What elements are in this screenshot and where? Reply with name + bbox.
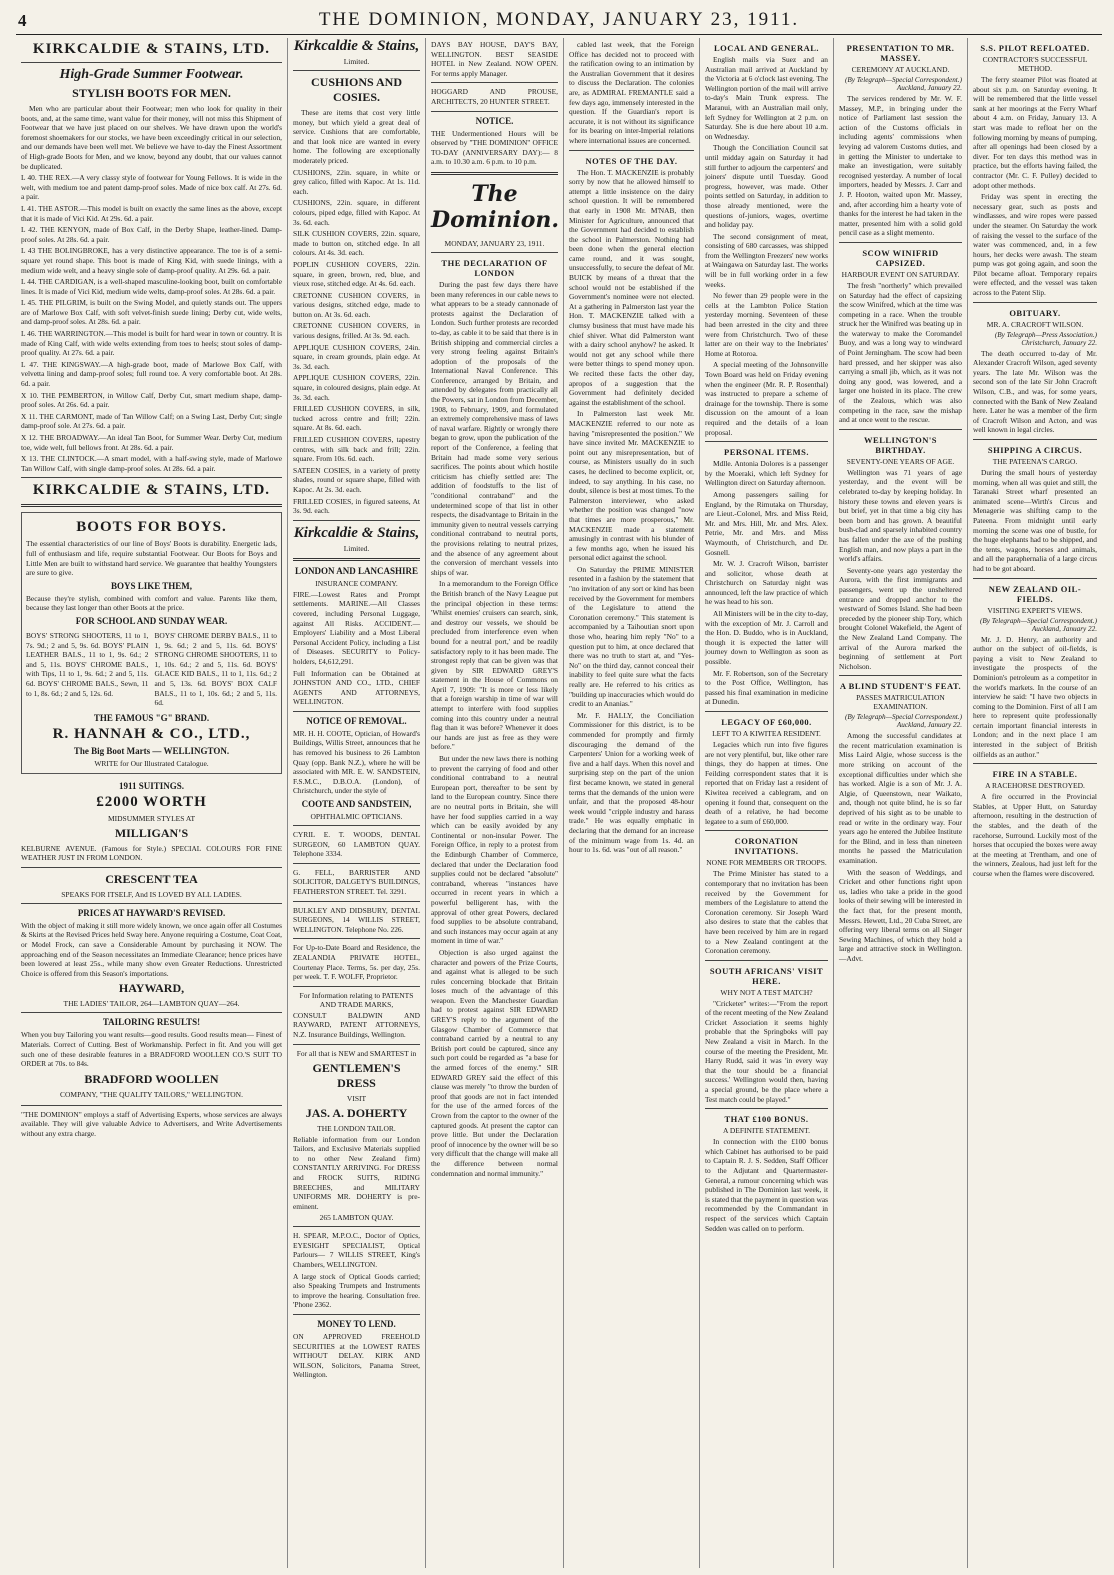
doherty-visit: VISIT [346,1093,367,1103]
cushion-item: CUSHIONS, 22in. square, in white or grey calico, filled with Kapoc. At 1s. 11d. each. [293,167,420,196]
birthday-subhead: SEVENTY-ONE YEARS OF AGE. [846,456,955,466]
suitings-amount: £2000 WORTH [96,793,207,810]
column-2 [288,38,426,1568]
notes-paragraph: The Hon. T. MACKENZIE is probably sorry by now that he allowed himself to attempt a little insistence on the dairy school question. It will be remembered that early in 1908 Mr. M'NAB, then Minister for Agriculture, announced that the Government had decided to establish the school in Palmerston. Nothing had been done when the general election came round, and it was sought, unsuccessfully, to secure the defeat of Mr. BUICK by means of a threat that the school would not be established if the Government's nominee were not elected. At a gathering in Palmerston last year the Hon. T. MACKENZIE talked with a clumsy business that must have made his chief shiver. What did Palmerston want with a dairy school anyhow? he asked. It would not get any school while there were better things to spend money upon. We recited these facts the other day, apropos of a suggestion that the Government had definitely decided against the establishment of the school. [569,167,694,407]
paper-date: MONDAY, JANUARY 23, 1911. [444,238,545,248]
pilot-text-2: Friday was spent in erecting the necessary gear, such as posts and windlasses, and wire ropes were passed under the steamer. On Saturday the work of raising the vessel to the surface of the water was commenced, and, in a few hours, her decks were awash. The steam pump was got going again, and soon the Pilot became afloat. Temporary repairs were effected, and the vessel was taken across to the Patent Slip. [973,192,1097,298]
boot-item: X 11. THE CARMONT, made of Tan Willow Calf; on a Swing Last, Derby Cut; single damp-proof sole. At 27s. 6d. a pair. [21,411,282,431]
scow-headline: SCOW WINIFRID CAPSIZED. [862,247,939,268]
massey-text: The services rendered by Mr. W. F. Massey, M.P., in bringing under the notice of Parliament last session the action of the Customs officials in including agents' commissions when levying ad valorem Customs duties, and in getting the Minister to undertake to make an investigation, were suitably recognised yesterday. A number of local importers, headed by Messrs. J. Carr and J. P. Hooton, waited upon Mr. Massey, and, after according him a hearty vote of thanks for the interest he had taken in the matter, presented him with a solid gold pencil case as a slight memento. [839,94,962,238]
circus-text: During the small hours of yesterday morning, when all was quiet and still, the Taranaki Street wharf presented an animated scene—Wirth's Circus and Menagerie was shifting camp to the Pateena. From midnight until early morning the scene was one of bustle, for the huge elephants had to be shipped, and the tents, wagons, horses and animals, and all the paraphernalia of a large circus had to be got aboard. [973,468,1097,573]
editorial-headline: THE DECLARATION OF LONDON [441,257,548,278]
boot-item: X 12. THE BROADWAY.—An ideal Tan Boot, for Summer Wear. Derby Cut, medium toe, wide welt, full bellows front. At 28s. 6d. a pair. [21,433,282,452]
doherty-heading: For all that is NEW and SMARTEST in [296,1048,417,1058]
boot-item: L 47. THE KINGSWAY.—A high-grade boot, made of Marlowe Box Calf, with velvetta lining and damp-proof soles; full round toe. A very comfortable boot. At 28s. 6d. a pair. [21,359,282,389]
scow-subhead: HARBOUR EVENT ON SATURDAY. [841,269,960,279]
money-text: ON APPROVED FREEHOLD SECURITIES at the LOWEST RATES WITHOUT DELAY. KIRK AND WILSON, Solicitors, Panama Street, Wellington. [293,1332,420,1380]
fire-headline: FIRE IN A STABLE. [992,769,1078,780]
coronation-text: The Prime Minister has stated to a contemporary that no invitation has been received by the Government for members of the Legislature to attend the Coronation ceremony. Sir Joseph Ward also desires to state that the cables that have been received by him are in regard to a New Zealand contingent at the Coronation ceremony. [705,869,828,956]
bonus-subhead: A DEFINITE STATEMENT. [723,1126,810,1136]
massey-subhead: CEREMONY AT AUCKLAND. [851,65,950,74]
hannah-sub: The Big Boot Marts — WELLINGTON. [73,745,230,756]
doherty-sub: THE LONDON TAILOR. [317,1123,396,1133]
cushion-item: SILK CUSHION COVERS, 22in. square, made to button on, stitched edge. In all colours. At 4s. 3d. each. [293,229,420,258]
patents-heading: For Information relating to PATENTS AND TRADE MARKS, [299,990,414,1009]
newspaper-title: THE DOMINION, MONDAY, JANUARY 23, 1911. [318,9,800,30]
hayward-sub: THE LADIES' TAILOR, 264—LAMBTON QUAY—264. [63,999,240,1009]
birthday-headline: WELLINGTON'S BIRTHDAY. [864,434,937,455]
london-lancashire-text: FIRE.—Lowest Rates and Prompt settlements. MARINE.—All Classes covered, including Personal Luggage, against All Risks. ACCIDENT.—Employers' Liability and a Most Liberal Personal Accident Policy, including a List of Diseases. SECURITY to Policy-holders, £4,612,291. [293,589,420,666]
kirkcaldie-banner-cushions: Kirkcaldie & Stains, [293,38,420,54]
cushion-item: CRETONNE CUSHION COVERS, in various designs, frilled. At 3s. 9d. each. [293,321,420,341]
blind-student-text: Among the successful candidates at the recent matriculation examination is Miss Laird Algie, whose success is the more striking on account of the exceptional difficulties under which she has worked. Algie is a son of Mr. J. A. Algie, of Queenstown, near Waikato, and, though not quite blind, he is so far deprived of his sight as to be unable to read or write in the ordinary way. Four years ago he entered the Jubilee Institute for the Blind, and in less than nineteen months he passed the Matriculation examination. [839,731,962,865]
hayward-name: HAYWARD, [118,981,185,996]
editorial-paragraph: But under the new laws there is nothing to prevent the carrying of food and other conditional contraband to a neutral European port, thereafter to be sent by land to the European country. Since there are no neutral ports in Britain, she will have her food supplies carried in a way which can be easily avoided by any Continental or non-insular Power. The Foreign Office, in reply to a protest from the Edinburgh Chamber of Commerce, declared that under the Declaration food supplies could not be declared "absolute" contraband, whereas "instances have occurred in recent years in which a powerful belligerent has, with the approval of other great Powers, declared food supplies to be absolute contraband, and such instances may occur again at any moment in time of war." [431,754,558,946]
boots-intro: Men who are particular about their Footwear; men who look for quality in their boots, and, at the same time, want value for their money, will not miss this Shipment of Footwear that we have just placed on our shelves. We have drawn upon the world's foremost shoemakers for our stocks, we have been exceedingly critical in our selection, and our demands have been well met. We believe we have to-day the Finest Assortment of High-grade Boots for Men, and we know, beyond any doubt, that our values cannot be duplicated. [21,104,282,171]
bulkley-ad: BULKLEY AND DIDSBURY, DENTAL SURGEONS, 14 WILLIS STREET, WELLINGTON. Telephone No. 226. [293,905,420,934]
london-lancashire-sub: INSURANCE COMPANY. [315,578,398,588]
personal-paragraph: Mr. W. J. Cracroft Wilson, barrister and solicitor, whose death at Christchurch on Saturday night was announced, left the law practice of which he was head to his son. [705,559,828,607]
legacy-headline: LEGACY OF £60,000. [721,717,812,727]
personal-paragraph: All Ministers will be in the city to-day, with the exception of Mr. J. Carroll and the Hon. D. Buddo, who is in Auckland, though it is expected the latter will journey down to Wellington as soon as possible. [705,609,828,667]
crescent-tea-heading: CRESCENT TEA [105,871,198,886]
kirkcaldie-limited: Limited. [343,57,370,66]
notes-of-the-day-headline: NOTES OF THE DAY. [585,155,678,166]
summer-footwear-heading: High-Grade Summer Footwear. [59,67,244,82]
stylish-boots-heading: STYLISH BOOTS FOR MEN. [72,86,231,100]
bradford-text: When you buy Tailoring you want results—good results. Good results mean— Finest of Materials. Correct of Cutting. Best of Workmanship. Perfect in fit. And you will get such one of these desirable features in a BRADFORD WOOLLEN CO.'S SUIT TO ORDER at 70s. to 84s. [21,1030,282,1069]
masthead [16,8,1102,35]
boots-for-boys-heading: BOOTS FOR BOYS. [76,519,227,536]
boot-item: L 45. THE PILGRIM, is built on the Swing Model, and quietly stands out. The uppers are of Marlowe Box Calf, with soft velvet-finish suede lining; Derby cut, wide welts, and damp-proof soles. At 28s. 6d. a pair. [21,298,282,327]
coote-sandstein: COOTE AND SANDSTEIN, [301,799,412,810]
editorial-paragraph: Objection is also urged against the character and powers of the Prize Courts, and against what is alleged to be such rules concerning blockade that Britain loses much of the advantage of this weapon. Even the Manchester Guardian had to protest against SIR EDWARD GREY'S reply to the argument of the Glasgow Chamber of Commerce that contraband carried by a neutral to any British port could be captured, since any such port could be regarded as "a base for the armed forces of the enemy." SIR EDWARD GREY said the effect of this clause was merely "to throw the burden of proof that goods are not in fact intended for the use of the armed forces of the Crown from the captor to the owner of the captured goods. At present the captor can prove little. But under the Declaration proof of innocence by the owner will be so very difficult that the change will make all the difference between normal condemnation and normal immunity." [431,947,558,1178]
pilot-headline: S.S. PILOT REFLOATED. [980,43,1090,53]
hannah-boys-ad [21,512,282,773]
pilot-text: The ferry steamer Pilot was floated at about six p.m. on Saturday evening. It will be remembered that the little vessel sank at her moorings at the Ferry Wharf about 4 a.m. on Friday, January 13. A start was made to refloat her on the following morning by means of pumping, after all openings had been closed by a diver. For ten days this method was in practice, but the efforts having failed, the contractor (Mr. C. F. Pulley) decided to adopt other methods. [973,75,1097,190]
spear-ad: H. SPEAR, M.P.O.C., Doctor of Optics, EYESIGHT SPECIALIST, Optical Parlours— 7 WILLIS STREET, King's Chambers, WELLINGTON. [293,1231,420,1270]
removal-text: MR. H. H. COOTE, Optician, of Howard's Buildings, Willis Street, announces that he has removed his business to 26 Lambton Quay (opp. Bank N.Z.), where he will be associated with MR. E. W. SANDSTEIN, F.S.M.C., D.B.O.A. (London), of Christchurch, under the style of [293,728,420,796]
boys-text: The essential characteristics of our line of Boys' Boots is durability. Energetic lads, full of enthusiasm and life, require substantial Footwear. Our Boots for Boys and Little Men are built to withstand hard service. We guarantee that healthy Youngsters are sure to give. [26,539,277,578]
boys-prices-left: BOYS' STRONG SHOOTERS, 11 to 1, 7s. 9d.; 2 and 5, 9s. 6d. BOYS' PLAIN LEATHER BALS., 11 to 1, 9s. 6d.; 2 and 5, 11s. BOYS' CHROME BALS., with Tips, 11 to 1, 9s. 6d.; 2 and 5, 11s. 6d. BOYS' CHROME BALS., Sewn, 11 to 1, 8s. 6d.; 2 and 5, 12s. 6d. [26,630,149,698]
cushion-item: POPLIN CUSHION COVERS, 22in. square, in green, brown, red, blue, and vieux rose, stitched edge. At 4s. 6d. each. [293,259,420,289]
column-6 [834,38,968,1568]
cushion-item: CRETONNE CUSHION COVERS, in various designs, stitched edge, made to button on. At 3s. 6d. each. [293,290,420,319]
column-5 [700,38,834,1568]
boot-item: L 42. THE KENYON, made of Box Calf, in the Derby Shape, leather-lined. Damp-proof soles. At 28s. 6d. a pair. [21,225,282,244]
personal-paragraph: Mr. F. Robertson, son of the Secretary to the Post Office, Wellington, has passed his final examination in medicine at Dunedin. [705,668,828,707]
fell-ad: G. FELL, BARRISTER AND SOLICITOR, DALGETY'S BUILDINGS, FEATHERSTON STREET. Tel. 3291. [293,867,420,896]
pilot-subhead: CONTRACTOR'S SUCCESSFUL METHOD. [982,55,1088,73]
doherty-name: JAS. A. DOHERTY [305,1105,408,1120]
local-paragraph: Though the Conciliation Council sat until midday again on Saturday it had still further to adjourn the carpenters' and joiners' dispute until Tuesday. Good progress, however, was made. Other points settled on Saturday, in addition to those already mentioned, were the questions of-juniors, wages, overtime and holiday pay. [705,143,828,230]
kirkcaldie-banner-2: Kirkcaldie & Stains, [293,524,420,541]
bonus-headline: THAT £100 BONUS. [724,1114,809,1125]
suitings-heading: 1911 SUITINGS. [118,780,185,791]
south-africans-subhead: WHY NOT A TEST MATCH? [720,987,813,997]
hayward-text: With the object of making it still more widely known, we once again offer all Costumes & Skirts at the Revised Prices held Sway here. Anyone requiring a Costume, Coat Coat, or Model Frock, can save a Considerable Amount by purchasing it NOW. The approaching end of the Season necessitates an Immediate Clearance; hence prices have been lowered at least 25s., while many show even Greater Reductions. Unrestricted Choice is offered from this Season's importations. [21,920,282,978]
doherty-text: Reliable information from our London Tailors, and Exclusive Materials supplied to no other New Zealand firm) CONSTANTLY ARRIVING. For DRESS and FROCK SUITS, RIDING BREECHES, and MILITARY UNIFORMS MR. DOHERTY is pre-eminent. [293,1134,420,1211]
boot-item: L 40. THE REX.—A very classy style of footwear for Young Fellows. It is wide in the welt, with medium toe and patent damp-proof soles. Made of nice box calf. At 27s. 6d. a pair. [21,173,282,202]
kirkcaldie-banner-top: KIRKCALDIE & STAINS, LTD. [32,41,271,57]
hannah-name: R. HANNAH & CO., LTD., [52,725,251,742]
column-7 [968,38,1102,1568]
suitings-text: MIDSUMMER STYLES AT [107,813,196,823]
obituary-text: The death occurred to-day of Mr. Alexander Cracroft Wilson, aged seventy years. The late Mr. Wilson was the second son of the late Sir John Cracroft Wilson, C.B., and was, for some years, connected with the Bank of New Zealand here. Later he was a member of the firm of Cracroft Wilson and Acton, and was well known in legal circles. [973,348,1097,435]
blind-student-headline: A BLIND STUDENT'S FEAT. [839,681,962,692]
crescent-tea-text: SPEAKS FOR ITSELF, And IS LOVED BY ALL LADIES. [61,889,242,899]
boot-item: L 44. THE CARDIGAN, is a well-shaped masculine-looking boot, built on comfortable lines. It is made of Vici Kid, medium wide welts, damp-proof soles. At 28s. 6d. a pair. [21,277,282,296]
circus-headline: SHIPPING A CIRCUS. [987,445,1083,455]
coote-sandstein-sub: OPHTHALMIC OPTICIANS. [310,812,403,822]
personal-paragraph: Mdlle. Antonia Dolores is a passenger by the Moeraki, which left Sydney for Wellington direct on Saturday afternoon. [705,459,828,488]
boot-item: X 13. THE CLINTOCK.—A smart model, with a half-swing style, made of Marlowe Tan Willow Calf, with single damp-proof soles. At 28s. 6d. a pair. [21,454,282,473]
boys-prices-right: BOYS' CHROME DERBY BALS., 11 to 1, 9s. 6d.; 2 and 5, 11s. 6d. BOYS' STRONG CHROME SHOOTERS, 11 to 1, 10s. 6d.; 2 and 5, 11s. 6d. BOYS' GLACE KID BALS., 11 to 1, 11s. 6d.; 2 and 5, 13s. 6d. BOYS' BOX CALF BALS., 11 to 1, 10s. 6d.; 2 and 5, 11s. 6d. [154,630,277,708]
sewing-machine-advt: With the season of Weddings, and Cricket and other functions right upon us, ladies who take a pride in the good looks of their sewing will be interested in the fact that, for the present month, Messrs. Hewett, Ltd., 20 Cuba Street, are offering very liberal terms on all Singer Sewing Machines, of which they hold a large and attractive stock in Wellington.—Advt. [839,867,962,963]
local-paragraph: No fewer than 29 people were in the cells at the Lambton Police Station yesterday morning. Seventeen of these had been arrested in the city and three were from Christchurch. Two of these latter are on their way to the Inebriates' Home at Rotoroa. [705,291,828,358]
notes-paragraph: In Palmerston last week Mr. MACKENZIE referred to our note as having "misrepresented the position." We have since invited Mr. MACKENZIE to point out any misrepresentation, but of course, as Ministers usually do in such cases, he declined to become explicit, or, indeed, to say anything. In his case, no doubt, silence is best at most times. To the Palmerston interviewer, who asked whether the position was changed "now that times are more prosperous," Mr. MACKENZIE made a statement amusingly in contrast with his blunder of a few months ago, when he issued his personal edict against the school. [569,409,694,563]
cushion-item: FRILLED CUSHION COVERS, in silk, tucked across centre and frill; 22in. square. At 8s. 6d. each. [293,404,420,433]
doherty-address: 265 LAMBTON QUAY. [319,1213,394,1223]
boot-item: L 41. THE ASTOR.—This model is built on exactly the same lines as the above, except that it is made of Vici Kid. At 29s. 6d. a pair. [21,203,282,223]
oilfields-headline: NEW ZEALAND OIL-FIELDS. [988,583,1082,604]
obituary-dateline: (By Telegraph—Press Association.) Christchurch, January 22. [994,330,1097,347]
massey-dateline: (By Telegraph—Special Correspondent.) Auckland, January 22. [844,76,962,92]
doherty-title: GENTLEMEN'S DRESS [312,1060,401,1090]
boys-like-heading: BOYS LIKE THEM, [110,580,193,591]
local-general-headline: LOCAL AND GENERAL. [713,43,820,53]
cushions-intro: These are items that cost very little money, but which yield a great deal of service. Cushions that are comfortable, and that look nice are wanted in every home. The following are exceptionally moderately priced. [293,108,420,165]
scow-text: The fresh "northerly" which prevailed on Saturday had the effect of capsizing the scow Winifred, which at the time was competing in a race. When the trouble struck her the Winifred was beating up in the waterway to make the Coromandel Buoy, and was a long way to windward of Point Jerningham. The scow had been hard pressed, and her skipper was also carrying a small jib, which, as it was not doing any good, was lowered, and a larger one hoisted in its place. The crew of the Zealous, which was also competing in the race, saw the mishap and at once went to the rescue. [839,280,962,425]
hannah-note: WRITE for Our Illustrated Catalogue. [94,758,209,768]
blind-student-dateline: (By Telegraph—Special Correspondent.) Auckland, January 22. [844,713,962,730]
birthday-text-2: Seventy-one years ago yesterday the Aurora, with the first immigrants and passengers, went up the unsheltered entrance and dropped anchor to the westward of Somes Island. She had been preceded by the pioneer ship Tory, which brought Colonel Wakefield, the Agent of the New Zealand Land Company. The arrival of the Aurora marked the beginning of settlement at Port Nicholson. [839,565,962,671]
woods-ad: CYRIL E. T. WOODS, DENTAL SURGEON, 60 LAMBTON QUAY. Telephone 3334. [293,830,420,859]
spear-text: A large stock of Optical Goods carried; also Speaking Trumpets and Instruments to improve the hearing. Consultation free. 'Phone 2362. [293,1271,420,1310]
cushion-item: FRILLED COSIES, in figured sateens, At 3s. 9d. each. [293,496,420,516]
personal-paragraph: Among passengers sailing for England, by the Rimutaka on Thursday, are Lieut.-Colonel, Mrs. and Miss Reid, Mr. and Mrs. Hill, Mr. and Mrs. Alex. Petrie, Mr. and Mrs. and Miss Waymouth, of Christchurch, and Dr. Gosnell. [705,489,828,557]
money-heading: MONEY TO LEND. [317,1319,396,1330]
birthday-text: Wellington was 71 years of age yesterday, and the event will be celebrated to-day by keeping holiday. In history these towns and eleven years is but brief, yet in that time a big city has been born and has grown. A beautiful bush-clad and sparsely inhabited country has fallen under the axe of the pushing English man, and now plays a part in the world's affairs. [839,467,962,564]
patents-text: CONSULT BALDWIN AND RAYWARD, PATENT ATTORNEYS, N.Z. Insurance Buildings, Wellington. [293,1010,420,1039]
fire-subhead: A RACEHORSE DESTROYED. [985,781,1085,791]
cushion-item: CUSHIONS, 22in. square, in different colours, piped edge, filled with Kapoc. At 3s. 6d. each. [293,198,420,227]
obituary-headline: OBITUARY. [1009,307,1061,318]
south-africans-headline: SOUTH AFRICANS' VISIT HERE. [709,965,824,986]
circus-subhead: THE PATEENA'S CARGO. [992,457,1078,466]
oilfields-dateline: (By Telegraph—Special Correspondent.) Auckland, January 22. [979,616,1097,633]
school-wear-heading: FOR SCHOOL AND SUNDAY WEAR. [75,615,228,626]
legacy-subhead: LEFT TO A KIWITEA RESIDENT. [712,729,821,738]
local-paragraph: English mails via Suez and an Australian mail arrived at Auckland by the Victoria at 6 o'clock last evening. The Wellington portion of the mail will arrive to-day's Main Trunk express. The Maranui, with an Australian mail only, left Sydney for Wellington at 2 p.m. on Saturday. She is due here about 10 a.m. on Wednesday. [705,55,828,141]
obituary-subhead: MR. A. CRACROFT WILSON. [986,319,1084,329]
legacy-text: Legacies which run into five figures are not very plentiful, but, like other rare things, they do happen at times. One Feilding correspondent states that it is reported that on Friday last a resident of Kiwitea received a cablegram, and on opening it found that, consequent on the death of a relative, he had become legatee to a sum of £60,000. [705,740,828,826]
boot-item: L 46. THE WARRINGTON.—This model is built for hard wear in town or country. It is made of King Calf, with wide welts extending from toes to heels; stout soles of damp-proof quality. At 27s. 6d. a pair. [21,329,282,358]
cushion-item: APPLIQUE CUSHION COVERS, 24in. square, in cream grounds, plain edge. At 3s. 3d. each. [293,342,420,371]
bradford-sub: COMPANY, "THE QUALITY TAILORS," WELLINGTON. [60,1089,243,1099]
column-3 [426,38,564,1568]
milligan-address: KELBURNE AVENUE. (Famous for Style.) SPECIAL COLOURS FOR FINE WEATHER JUST IN FROM LONDON. [21,843,282,863]
famous-brand: THE FAMOUS "G" BRAND. [93,712,210,723]
personal-items-headline: PERSONAL ITEMS. [724,447,809,458]
london-lancashire-info: Full Information can be Obtained at JOHNSTON AND CO., LTD., CHIEF AGENTS AND ATTORNEYS, WELLINGTON. [293,668,420,707]
hayward-heading: PRICES AT HAYWARD'S REVISED. [77,907,226,918]
boot-item: X 10. THE PEMBERTON, in Willow Calf, Derby Cut, smart medium shape, damp-proof soles. At 26s. 6d. a pair. [21,390,282,410]
bonus-text: In connection with the £100 bonus which Cabinet has authorised to be paid to Captain R. J. S. Sedden, Staff Officer to the Adjutant and Quartermaster-General, a rumour concerning which was published in The Dominion last week, it is stated that the payment in question was recommended by the Commandant in respect of the services which Captain Sedden was called on to perform. [705,1137,828,1233]
column-1 [16,38,288,1568]
boys-like-text: Because they're stylish, combined with comfort and value. Parents like them, because they last longer than other Boots at the price. [26,593,277,613]
cushion-item: SATEEN COSIES, in a variety of pretty shades, round or square shape, filled with Kapoc. At 2s. 3d. each. [293,465,420,494]
cushion-item: APPLIQUE CUSHION COVERS, 22in. square, in coloured designs, plain edge. At 3s. 3d. each. [293,373,420,402]
column-4 [564,38,700,1568]
local-paragraph: The second consignment of meat, consisting of 680 carcasses, was shipped from the Wellington Freezers' new works at Waingawa on Saturday last. The works will be in full working order in a few weeks. [705,231,828,289]
coronation-subhead: NONE FOR MEMBERS OR TROOPS. [706,858,827,868]
hoggard-ad: HOGGARD AND PROUSE, ARCHITECTS, 20 HUNTER STREET. [431,87,558,106]
removal-heading: NOTICE OF REMOVAL. [306,715,407,726]
blind-student-subhead: PASSES MATRICULATION EXAMINATION. [856,693,945,712]
fire-text: A fire occurred in the Provincial Stables, at Upper Hutt, on Saturday afternoon, resulting in the destruction of the stables, and the death of the racehorse, Surround. Luckily most of the horses that occupied the boxes were away at the meeting at Trentham, and one of the winners, Zealous, had just left for the course when the flames were discovered. [973,792,1097,878]
the-dominion-title: The Dominion. [431,180,560,233]
notes-paragraph: On Saturday the PRIME MINISTER resented in a fashion by the statement that "no invitation of any sort or kind has been received by the Government for members of the Legislature to attend the Coronation ceremony." This statement is accompanied by a Taihoutian snort upon those who, hearing him reply "No" to a question put to him, at once declared that there was no truth to start at, and "Yes-No" on the third day, cannot conceal their inability to feel quite sure what the facts really are. He referred to his critics as "building up inaccuracies which would do credit to an Ananias." [569,564,694,709]
page-number: 4 [18,11,27,30]
editorial-paragraph: In a memorandum to the Foreign Office the British branch of the Navy League put the principal objection in these terms: 'Whilst enemies' cruisers can search, sink, and destroy our vessels, we should be precluded from interference even when bound for a neutral port,' and be readily satisfactory reply to it has been made. The strongest reply that can be given was that given by SIR EDWARD GREY'S statement in the House of Commons on April 7, 1909: "It is more or less likely that a foreign warship in time of war will attempt to interfere with food supplies coming into this country under a neutral flag than it was before? Whenever it does our hands are just as free as they were before." [431,579,558,752]
milligan-name: MILLIGAN'S [114,825,189,840]
notice-heading: NOTICE. [475,115,514,126]
bradford-name: BRADFORD WOOLLEN [84,1071,219,1086]
massey-headline: PRESENTATION TO MR. MASSEY. [846,43,955,63]
cushions-heading: CUSHIONS AND COSIES. [310,75,403,104]
coronation-headline: CORONATION INVITATIONS. [734,836,799,857]
kirkcaldie-banner-bottom: KIRKCALDIE & STAINS, LTD. [32,482,271,499]
south-africans-text: "Cricketer" writes:—"From the report of the recent meeting of the New Zealand Cricket Association it seems highly probable that the Springboks will pay New Zealand a visit in March. In the course of the meeting the President, Mr. Harry Rudd, said it was 'in every way that the tour should be a financial success.' Wellington would then, having a special ground, be the place where a Test match could be played." [705,998,828,1104]
columns [16,38,1102,1568]
local-paragraph: A special meeting of the Johnsonville Town Board was held on Friday evening when the engineer (Mr. R. P. Rosenthal) was instructed to prepare a scheme of drainage for the township. There is some discussion on the amount of a loan required and the details of a loan proposal. [705,360,828,437]
dominion-advertising-note: "THE DOMINION" employs a staff of Advertising Experts, whose services are always available. They will give valuable Advice to Advertisers, and Write Advertisements without any extra charge. [21,1109,282,1138]
editorial-paragraph: During the past few days there have been many references in our cable news to what appears to be a steady cannonade of protests against the Declaration of London. Such further protests are recorded to-day, as cable it to be said that there is in British shipping and commercial circles a very strong feeling against Britain's adoption of the proposals of the International Naval Conference. This Conference, arranged by Britain, and attended by delegates from practically all the Powers, sat in London from December, 1908, to February, 1909, and formulated an extremely comprehensive mass of laws of naval warfare. Rightly or wrongly there began to grow, upon the publication of the report of the Conference, a feeling that Britain had made some very serious sacrifices. The points about which hostile criticism has chiefly settled are: The addition of foodstuffs to the list of "conditional contraband" and the undetermined scope of that list in other respects, the disadvantage to Britain in the immunity given to neutral vessels carrying conditional contraband to neutral ports, the provisions relating to neutral prizes, and the absence of any agreement about the conversion of merchant vessels into ships of war. [431,279,558,577]
editorial-continued: cabled last week, that the Foreign Office has decided not to proceed with the ratification owing to an intimation by the Australian Government that it desires to discuss the Declaration. The colonies are, as ADMIRAL FREMANTLE said a few days ago, immensely interested in the question. If the Guardian's report is accurate, it is not without its significance for its bearing on inter-Imperial relations where international issues are concerned. [569,40,694,145]
london-lancashire-heading: LONDON AND LANCASHIRE [294,565,419,576]
boot-item: L 43 THE BOLINGBROKE, has a very distinctive appearance. The toe is of a semi-square yet round shape. This boot is made of King Kid, with suede linings, with a medium wide welt, and a heavy single sole of damp-proof quality. At 29s. 6d. a pair. [21,246,282,275]
zealandia-ad: For Up-to-Date Board and Residence, the ZEALANDIA PRIVATE HOTEL, Courtenay Place. Terms, 5s. per day, 25s. per week. T. F. WOLFF, Proprietor. [293,943,420,982]
notice-text: THE Undermentioned Hours will be observed by "THE DOMINION" OFFICE TO-DAY (ANNIVERSARY DAY):— 8 a.m. to 10.30 a.m. 6 p.m. to 10 p.m. [431,128,558,167]
cushion-item: FRILLED CUSHION COVERS, tapestry centres, with silk back and frill; 22in. square. From 10s. 6d. each. [293,435,420,464]
kirkcaldie-limited-2: Limited. [343,543,370,553]
days-bay-ad: DAYS BAY HOUSE, DAY'S BAY, WELLINGTON. BEST SEASIDE HOTEL in New Zealand. NOW OPEN. For terms apply Manager. [431,40,558,78]
lower-ads [21,778,282,1101]
oilfields-text: Mr. J. D. Henry, an authority and author on the subject of oil-fields, is paying a visit to New Zealand to investigate the prospects of the Dominion's petroleum as a competitor in the world's markets. In the course of an interview he said: "I have two objects in coming to the Dominion. First of all I am here to represent quite professionally certain important financial interests in London; and in the next place I am interested in the subject of British oilfields as an author." [973,634,1097,759]
bradford-heading: TAILORING RESULTS! [102,1017,201,1028]
oilfields-subhead: VISITING EXPERT'S VIEWS. [987,605,1083,615]
notes-paragraph: Mr. F. HALLY, the Conciliation Commissioner for this district, is to be commended for promptly and firmly discouraging the demand of the Carpenters' Union for a working week of five and a half days. When this novel and surprising step on the part of the union first became known, we stated in general terms that the demands of the union were unfair, and that the proposed 48-hour week would "cripple industry and harass trade." He was equally emphatic in declaring that the demand for an increase of the minimum wage from 1s. 4d. an hour to 1s. 6d. was "out of all reason." [569,710,694,855]
